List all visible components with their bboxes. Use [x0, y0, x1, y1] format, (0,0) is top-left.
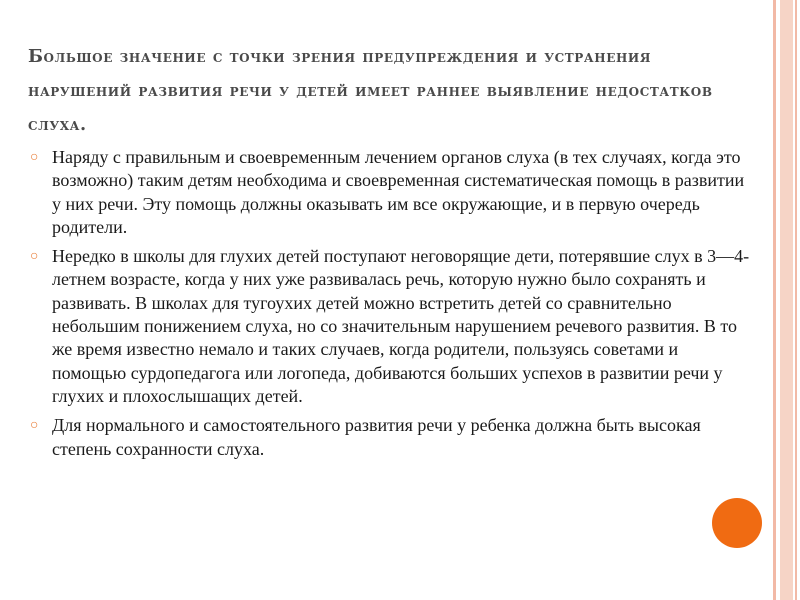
- bullet-paragraph-2: [30, 245, 750, 408]
- decorative-stripe-edge: [795, 0, 797, 600]
- slide-body: [30, 146, 750, 467]
- bullet-paragraph-1: [30, 146, 750, 239]
- bullet-icon: ○: [30, 249, 39, 265]
- decorative-stripe-inner: [780, 0, 793, 600]
- bullet-icon: ○: [30, 150, 39, 165]
- paragraph-text: Для нормального и самостоятельного развития речи у ребенка должна быть высокая степень сохранности слуха.: [52, 415, 701, 459]
- bullet-paragraph-3: [30, 414, 750, 461]
- decorative-orange-circle: [712, 498, 762, 548]
- slide-title: Большое значение с точки зрения предупреждения и устранения нарушений развития речи у детей имеет раннее выявление недостатков слуха.: [28, 47, 713, 135]
- paragraph-text: Наряду с правильным и своевременным лечением органов слуха (в тех случаях, когда это возможно) таким детям необходима и своевременная систематическая помощь в развитии у них речи. Эту помощь должны оказывать им все окружающие, и в первую очередь родители.: [52, 147, 745, 237]
- bullet-icon: ○: [30, 418, 39, 434]
- paragraph-text: Нередко в школы для глухих детей поступают неговорящие дети, потерявшие слух в 3—4-летнем возрасте, когда у них уже развивалась речь, которую нужно было сохранять и развивать. В школах для тугоухих детей можно встретить детей со сравнительно небольшим понижением слуха, но со значительным нарушением речевого развития. В то же время известно немало и таких случаев, когда родители, пользуясь советами и помощью сурдопедагога или логопеда, добиваются больших успехов в развитии речи у глухих и плохослышащих детей.: [52, 246, 750, 406]
- decorative-stripe-outer: [773, 0, 776, 600]
